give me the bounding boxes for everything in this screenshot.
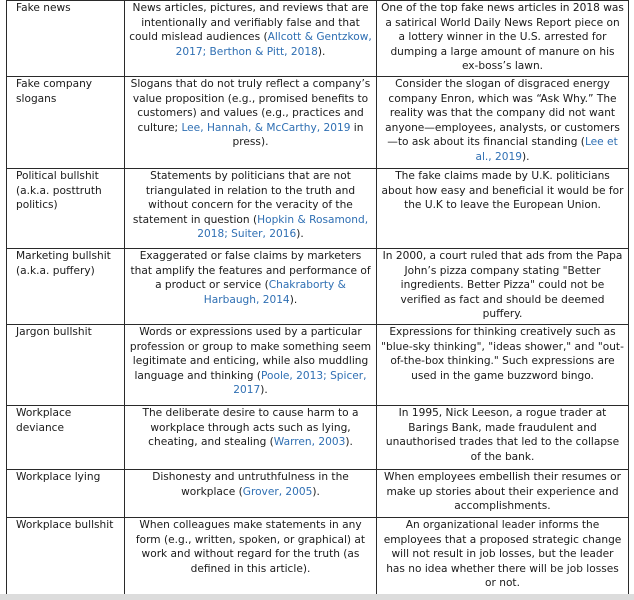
term-text: Workplace lying xyxy=(16,470,101,483)
term-text: Fake news xyxy=(16,2,71,14)
term-text: Fake company slogans xyxy=(16,77,93,105)
table-row xyxy=(7,405,629,469)
definition-tail: ). xyxy=(296,228,304,241)
example-text: The fake claims made by U.K. politicians about how easy and beneficial it would be for the U.K to leave the European Union. xyxy=(381,169,624,212)
definition-citation[interactable]: Poole, 2013; Spicer, 2017 xyxy=(233,369,367,397)
definition-tail: ). xyxy=(260,384,268,397)
term-text: Jargon bullshit xyxy=(16,325,92,338)
definition-cell xyxy=(125,168,377,248)
definition-cell xyxy=(125,1,377,77)
table-row xyxy=(7,517,629,595)
term-cell xyxy=(7,168,125,248)
term-cell xyxy=(7,1,125,77)
definition-text: The deliberate desire to cause harm to a workplace through acts such as lying, cheating, and stealing ( xyxy=(142,406,359,449)
example-text: Expressions for thinking creatively such as "blue-sky thinking", "ideas shower," and "out-of-the-box thinking." Such expressions are used in the game buzzword bingo. xyxy=(381,325,624,382)
definition-text: News articles, pictures, and reviews that are intentionally and verifiably false and that could mislead audiences ( xyxy=(129,2,369,44)
example-text: An organizational leader informs the employees that a proposed strategic change will not result in job losses, but the leader has no idea whether there will be job losses or not. xyxy=(383,518,622,590)
definition-citation[interactable]: Lee, Hannah, & McCarthy, 2019 xyxy=(181,121,351,134)
definition-citation[interactable]: Warren, 2003 xyxy=(273,436,346,449)
table-body xyxy=(7,1,629,596)
term-cell xyxy=(7,324,125,405)
term-text: Marketing bullshit (a.k.a. puffery) xyxy=(16,249,111,277)
term-cell xyxy=(7,469,125,517)
definition-cell xyxy=(125,469,377,517)
example-citation[interactable]: Lee et al., 2019 xyxy=(475,136,618,163)
table-row xyxy=(7,469,629,517)
example-cell xyxy=(377,168,629,248)
definition-citation[interactable]: Grover, 2005 xyxy=(242,485,313,498)
definition-text: When colleagues make statements in any form (e.g., written, spoken, or graphical) at work and without regard for the truth (as defined in this article). xyxy=(135,518,366,575)
definition-text: Slogans that do not truly reflect a company’s value proposition (e.g., promised benefits to customers) and values (e.g., practices and culture; xyxy=(130,77,371,134)
example-cell xyxy=(377,405,629,469)
term-cell xyxy=(7,76,125,168)
example-cell xyxy=(377,517,629,595)
term-text: Workplace bullshit xyxy=(16,518,114,531)
definition-tail: ). xyxy=(345,436,353,449)
example-text: In 2000, a court ruled that ads from the Papa John’s pizza company stating "Better ingredients. Better Pizza" could not be verified as fact and should be deemed puffery. xyxy=(382,249,623,321)
table-row xyxy=(7,324,629,405)
term-cell xyxy=(7,248,125,324)
definition-cell xyxy=(125,248,377,324)
term-cell xyxy=(7,405,125,469)
definition-citation[interactable]: Hopkin & Rosamond, 2018; Suiter, 2016 xyxy=(197,213,369,241)
definition-tail: ). xyxy=(312,485,320,498)
example-text: When employees embellish their resumes or make up stories about their experience and accomplishments. xyxy=(384,470,621,513)
definition-tail: ). xyxy=(289,293,298,306)
table-row xyxy=(7,76,629,168)
page-bottom-band xyxy=(0,594,634,600)
term-cell xyxy=(7,517,125,595)
definition-text: Words or expressions used by a particular profession or group to make something seem legitimate and enticing, while also muddling language and thinking ( xyxy=(129,325,372,382)
example-tail: ). xyxy=(521,150,530,163)
table-row xyxy=(7,168,629,248)
example-text: In 1995, Nick Leeson, a rogue trader at Barings Bank, made fraudulent and unauthorised trades that led to the collapse of the bank. xyxy=(385,406,620,463)
term-text: Political bullshit (a.k.a. posttruth politics) xyxy=(16,169,102,212)
example-cell xyxy=(377,76,629,168)
definition-citation[interactable]: Chakraborty & Harbaugh, 2014 xyxy=(203,279,346,306)
definitions-table xyxy=(6,0,629,596)
example-text: One of the top fake news articles in 2018 was a satirical World Daily News Report piece on a lottery winner in the U.S. arrested for dumping a large amount of manure on his ex-boss’s lawn. xyxy=(381,2,624,73)
term-text: Workplace deviance xyxy=(16,406,72,434)
definition-cell xyxy=(125,517,377,595)
definition-text: Statements by politicians that are not triangulated in relation to the truth and without concern for the veracity of the statement in question ( xyxy=(132,169,356,226)
example-cell xyxy=(377,469,629,517)
example-text: Consider the slogan of disgraced energy company Enron, which was “Ask Why.” The reality was that the company did not want anyone—employees, analysts, or customers—to ask about its financial standing ( xyxy=(385,77,620,149)
definition-cell xyxy=(125,76,377,168)
definition-tail: in press). xyxy=(232,121,364,149)
definition-text: Exaggerated or false claims by marketers that amplify the features and performance of a product or service ( xyxy=(130,249,371,292)
table-row xyxy=(7,1,629,77)
definition-citation[interactable]: Allcott & Gentzkow, 2017; Berthon & Pitt, 2018 xyxy=(175,31,372,58)
example-cell xyxy=(377,248,629,324)
definition-tail: ). xyxy=(317,45,326,58)
definition-text: Dishonesty and untruthfulness in the workplace ( xyxy=(152,470,349,498)
definition-cell xyxy=(125,324,377,405)
definition-cell xyxy=(125,405,377,469)
example-cell xyxy=(377,1,629,77)
table-row xyxy=(7,248,629,324)
example-cell xyxy=(377,324,629,405)
